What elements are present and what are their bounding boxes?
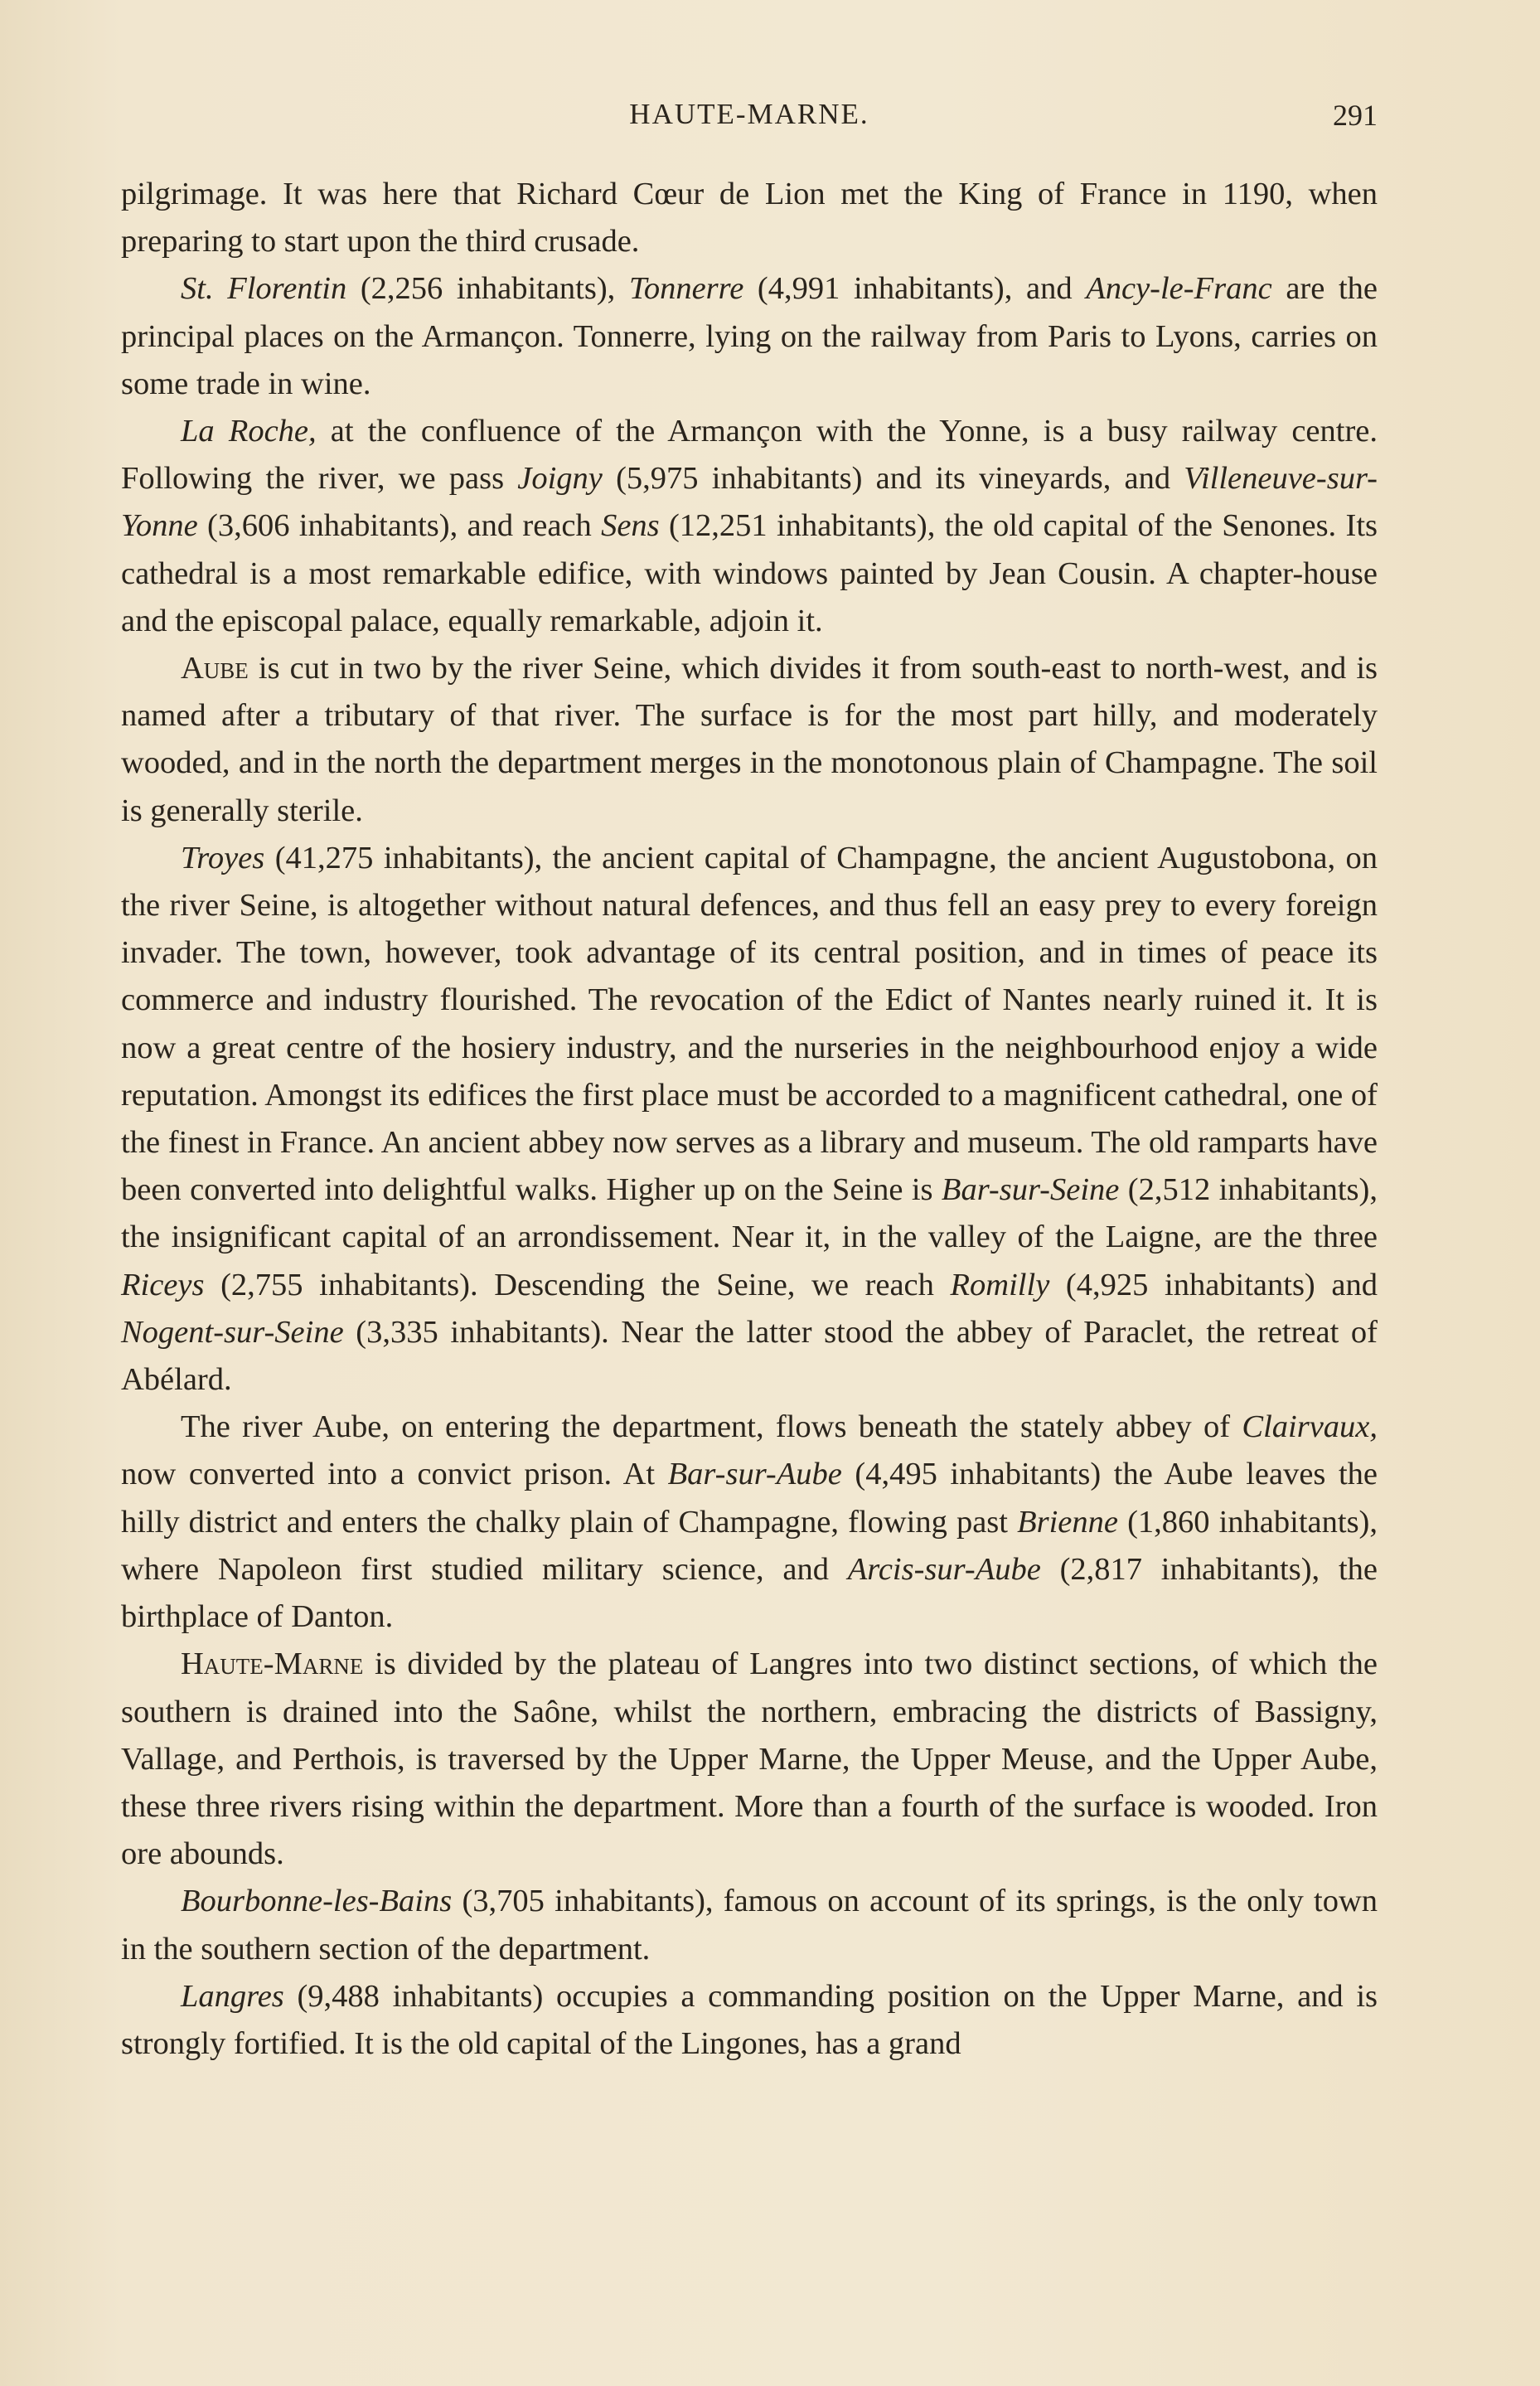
text-run: (2,512 inhabitants), the insignificant capital of an arrondissement. Near it, in the valley of the Laigne, are the three — [121, 1172, 1378, 1255]
paragraph — [121, 1973, 1378, 2068]
italic-place-name: Riceys — [121, 1267, 205, 1302]
paragraph — [121, 1404, 1378, 1641]
text-run: (3,335 inhabitants). Near the latter stood the abbey of Paraclet, the retreat of Abélard. — [121, 1314, 1378, 1398]
page-number: 291 — [1333, 99, 1378, 132]
paragraph — [121, 1878, 1378, 1972]
text-run: (2,817 inhabitants), the birthplace of Danton. — [121, 1551, 1378, 1635]
text-run: at the confluence of the Armançon with the Yonne, is a busy railway centre. Following the river, we pass — [121, 414, 1378, 497]
text-run: (2,755 inhabitants). Descending the Seine, we reach — [204, 1267, 951, 1302]
text-run: (3,705 inhabitants), famous on account of its springs, is the only town in the southern section of the department. — [121, 1884, 1378, 1967]
text-run: (1,860 inhabitants), where Napoleon first studied military science, and — [121, 1504, 1378, 1587]
paragraph — [121, 835, 1378, 1404]
italic-place-name: Brienne — [1017, 1504, 1118, 1540]
department-name: Haute-Marne — [181, 1646, 364, 1682]
text-run: (41,275 inhabitants), the ancient capital of Champagne, the ancient Augustobona, on the river Seine, is altogether without natural defences, and thus fell an easy prey to every foreign invader. The town, however, took advantage of its central position, and in times of peace its commerce and industry flourished. The revocation of the Edict of Nantes nearly ruined it. It is now a great centre of the hosiery industry, and the nurseries in the neighbourhood enjoy a wide reputation. Amongst its edifices the first place must be accorded to a magnificent cathedral, one of the finest in France. An ancient abbey now serves as a library and museum. The old ramparts have been converted into delightful walks. Higher up on the Seine is — [121, 840, 1378, 1208]
italic-place-name: Romilly — [950, 1267, 1050, 1302]
paragraph — [121, 171, 1378, 265]
italic-place-name: Bar-sur-Seine — [941, 1172, 1120, 1208]
text-run: pilgrimage. It was here that Richard Cœur de Lion met the King of France in 1190, when preparing to start upon the third crusade. — [121, 177, 1378, 259]
paragraph — [121, 645, 1378, 835]
text-run: (4,495 inhabitants) the Aube leaves the hilly district and enters the chalky plain of Champagne, flowing past — [121, 1457, 1378, 1540]
text-run: (9,488 inhabitants) occupies a commanding position on the Upper Marne, and is strongly fortified. It is the old capital of the Lingones, has a grand — [121, 1978, 1378, 2061]
text-run: (12,251 inhabitants), the old capital of the Senones. Its cathedral is a most remarkable edifice, with windows painted by Jean Cousin. A chapter-house and the episcopal palace, equally remarkable, adjoin it. — [121, 508, 1378, 638]
text-run: (2,256 inhabitants), — [346, 271, 629, 307]
italic-place-name: Ancy-le-Franc — [1086, 271, 1272, 307]
italic-place-name: Bar-sur-Aube — [667, 1457, 842, 1492]
italic-place-name: Joigny — [517, 461, 603, 497]
text-run: is divided by the plateau of Langres into two distinct sections, of which the southern is drained into the Saône, whilst the northern, embracing the districts of Bassigny, Vallage, and Perthois, is traversed by the Upper Marne, the Upper Meuse, and the Upper Aube, these three rivers rising within the department. More than a fourth of the surface is wooded. Iron ore abounds. — [121, 1646, 1378, 1872]
paragraph — [121, 408, 1378, 645]
paragraph — [121, 265, 1378, 408]
italic-place-name: Tonnerre — [628, 271, 744, 307]
text-run: is cut in two by the river Seine, which divides it from south-east to north-west, and is named after a tributary of that river. The surface is for the most part hilly, and moderately wooded, and in the north the department merges in the monotonous plain of Champagne. The soil is generally sterile. — [121, 651, 1378, 828]
text-run: are the principal places on the Armançon. Tonnerre, lying on the railway from Paris to Lyons, carries on some trade in wine. — [121, 271, 1378, 401]
running-head-title: HAUTE-MARNE. — [629, 98, 869, 130]
italic-place-name: St. Florentin — [181, 271, 347, 307]
text-run: (4,925 inhabitants) and — [1049, 1267, 1378, 1302]
text-run: now converted into a convict prison. At — [121, 1457, 668, 1492]
italic-place-name: Nogent-sur-Seine — [121, 1314, 344, 1350]
text-run: (4,991 inhabitants), and — [743, 271, 1087, 307]
italic-place-name: La Roche, — [181, 414, 317, 449]
body-text — [121, 171, 1378, 2068]
italic-place-name: Troyes — [181, 840, 265, 875]
italic-place-name: Sens — [601, 508, 660, 544]
italic-place-name: Villeneuve-sur-Yonne — [121, 461, 1378, 544]
italic-place-name: Clairvaux, — [1242, 1409, 1378, 1445]
italic-place-name: Bourbonne-les-Bains — [181, 1884, 453, 1919]
department-name: Aube — [181, 651, 249, 686]
paragraph — [121, 1641, 1378, 1878]
italic-place-name: Langres — [181, 1978, 284, 2014]
text-run: The river Aube, on entering the department, flows beneath the stately abbey of — [181, 1409, 1242, 1445]
text-run: (5,975 inhabitants) and its vineyards, and — [602, 461, 1184, 497]
running-head — [121, 98, 1378, 144]
italic-place-name: Arcis-sur-Aube — [847, 1551, 1041, 1587]
text-run: (3,606 inhabitants), and reach — [197, 508, 602, 544]
